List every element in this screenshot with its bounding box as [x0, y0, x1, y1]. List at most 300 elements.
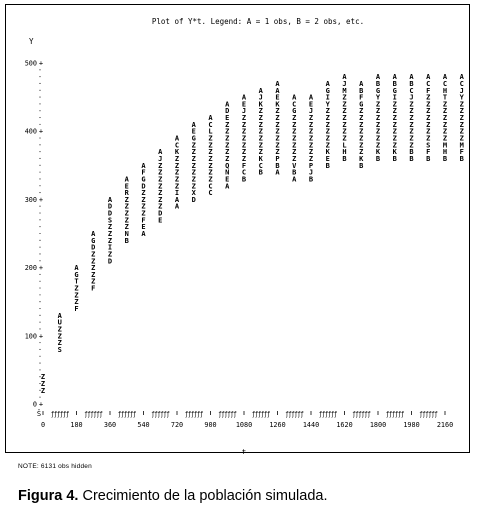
plot-symbol: B: [409, 79, 414, 88]
y-axis: [24, 59, 46, 409]
plot-symbol: Z: [375, 127, 381, 136]
x-tick-label: 900: [204, 421, 217, 429]
plot-symbol: Z: [392, 107, 397, 116]
y-axis-dot: [39, 219, 40, 220]
plot-symbol: J: [158, 154, 163, 163]
plot-symbol: Z: [442, 100, 448, 109]
y-axis-tick-mark: +: [38, 400, 44, 409]
plot-symbol: Z: [308, 154, 314, 163]
plot-symbol: T: [74, 277, 79, 286]
figure-frame: [5, 4, 470, 453]
plot-symbol: K: [325, 148, 330, 157]
plot-symbol: Z: [342, 120, 347, 129]
plot-symbol: Z: [208, 134, 213, 143]
y-axis-dot: [39, 233, 40, 234]
x-tick-label: 1620: [336, 421, 353, 429]
y-axis-dot: [39, 342, 40, 343]
plot-symbol: H: [442, 86, 448, 95]
plot-symbol: A: [124, 175, 129, 184]
plot-symbol: A: [107, 195, 113, 204]
plot-symbol: I: [325, 93, 330, 102]
y-axis-dot: [39, 369, 40, 370]
x-axis-segment: ƒƒƒƒƒƒ: [352, 411, 371, 418]
y-axis-tick-mark: +: [38, 59, 44, 68]
plot-symbol: K: [359, 154, 364, 163]
plot-symbol: Z: [225, 134, 230, 143]
plot-symbol: Z: [359, 141, 364, 150]
y-axis-tick-mark: +: [38, 264, 44, 273]
plot-symbol: Z: [459, 107, 464, 116]
plot-symbol: H: [442, 148, 448, 157]
plot-symbol: A: [208, 114, 213, 123]
plot-symbol: B: [359, 86, 364, 95]
plot-symbol: B: [375, 154, 381, 163]
plot-symbol: Z: [191, 141, 196, 150]
plot-symbol: J: [241, 107, 247, 116]
plot-symbol: Z: [91, 250, 96, 259]
plot-symbol: Z: [292, 114, 297, 123]
plot-symbol: Z: [174, 182, 180, 191]
plot-symbol: Z: [459, 120, 464, 129]
plot-symbol: Z: [241, 114, 247, 123]
plot-symbol: Z: [459, 127, 464, 136]
x-axis-segment: ƒƒƒƒƒƒ: [151, 411, 170, 418]
x-axis-segment: ƒƒƒƒƒƒ: [84, 411, 103, 418]
plot-symbol: Z: [208, 141, 213, 150]
plot-symbol: F: [74, 305, 79, 314]
plot-symbol: Z: [359, 120, 364, 129]
plot-symbol: A: [174, 134, 180, 143]
plot-symbol: U: [57, 318, 62, 327]
x-axis-segment: ƒƒƒƒƒƒ: [318, 411, 337, 418]
x-axis-segment: ƒƒƒƒƒƒ: [218, 411, 237, 418]
plot-symbol: E: [124, 182, 129, 191]
x-axis-segment: ƒƒƒƒƒƒ: [50, 411, 69, 418]
plot-symbol: H: [342, 148, 347, 157]
y-axis-dot: [39, 103, 40, 104]
plot-symbol: Z: [191, 161, 196, 170]
plot-symbol: A: [74, 264, 79, 273]
x-axis-segment: ƒƒƒƒƒƒ: [385, 411, 404, 418]
plot-symbol: Z: [91, 264, 96, 273]
plot-symbol: Z: [342, 107, 347, 116]
plot-symbol: A: [292, 175, 297, 184]
plot-symbol: E: [191, 127, 196, 136]
plot-symbol: Z: [40, 380, 46, 389]
plot-symbol: Z: [124, 209, 129, 218]
plot-symbol: F: [141, 168, 146, 177]
y-axis-dot: [39, 328, 40, 329]
plot-symbol: C: [258, 161, 263, 170]
plot-symbol: F: [426, 148, 431, 157]
plot-symbol: Z: [325, 120, 330, 129]
plot-symbol: A: [174, 202, 180, 211]
plot-symbol: A: [158, 148, 163, 157]
plot-symbol: Z: [426, 120, 431, 129]
plot-symbol: B: [409, 154, 414, 163]
plot-symbol: Z: [442, 134, 448, 143]
plot-symbol: Z: [308, 114, 314, 123]
y-axis-tick-mark: +: [38, 332, 44, 341]
plot-symbol: Z: [442, 107, 448, 116]
y-tick-label: 300: [24, 195, 37, 204]
plot-symbol: X: [191, 189, 196, 198]
plot-symbol: G: [392, 86, 397, 95]
plot-symbol: Z: [275, 114, 280, 123]
x-tick-label: 0: [40, 421, 46, 429]
plot-symbol: Z: [459, 114, 464, 123]
plot-symbol: Z: [359, 148, 364, 157]
plot-symbol: E: [308, 100, 314, 109]
y-axis-dot: [39, 178, 40, 179]
plot-symbol: Z: [308, 141, 314, 150]
plot-symbol: Z: [342, 134, 347, 143]
y-axis-dot: [39, 117, 40, 118]
plot-symbol: Z: [191, 175, 196, 184]
y-axis-dot: [39, 247, 40, 248]
plot-symbol: F: [141, 216, 146, 225]
plot-symbol: D: [91, 243, 96, 252]
plot-symbol: F: [359, 93, 364, 102]
plot-symbol: Z: [208, 168, 213, 177]
plot-symbol: Z: [124, 195, 129, 204]
plot-symbol: C: [292, 100, 297, 109]
plot-symbol: A: [225, 100, 230, 109]
plot-symbol: A: [459, 73, 464, 82]
plot-symbol: Z: [325, 127, 330, 136]
plot-symbol: B: [342, 154, 347, 163]
plot-symbol: Z: [107, 230, 113, 238]
plot-symbol: R: [124, 189, 129, 198]
plot-symbol: K: [258, 154, 263, 163]
x-tick-label: 2160: [436, 421, 454, 429]
plot-symbol: S: [107, 216, 113, 225]
plot-symbol: Z: [375, 114, 381, 123]
plot-symbol: Y: [325, 100, 330, 109]
plot-symbol: I: [174, 189, 180, 198]
plot-symbol: Z: [359, 114, 364, 123]
y-axis-dot: [39, 76, 40, 77]
plot-symbol: Z: [292, 120, 297, 129]
plot-symbol: J: [409, 93, 414, 102]
plot-symbol: K: [375, 148, 381, 157]
y-tick-label: 200: [24, 264, 37, 273]
plot-symbol: D: [107, 209, 113, 218]
plot-symbol: Z: [258, 134, 263, 143]
plot-symbol: Z: [426, 134, 431, 143]
plot-symbol: G: [191, 134, 196, 143]
plot-symbol: A: [191, 120, 196, 129]
plot-symbol: J: [342, 79, 347, 88]
plot-symbol: Z: [275, 134, 280, 143]
plot-symbol: Z: [342, 114, 347, 123]
plot-symbol: Z: [208, 154, 213, 163]
y-axis-dot: [39, 349, 40, 350]
plot-symbol: A: [275, 79, 280, 88]
plot-symbol: P: [308, 161, 314, 170]
plot-symbol: Z: [275, 107, 280, 116]
plot-symbol: F: [91, 284, 96, 293]
y-axis-dot: [39, 356, 40, 357]
plot-symbol: A: [426, 73, 431, 82]
plot-symbol: G: [292, 107, 297, 116]
plot-symbol: K: [258, 100, 263, 109]
plot-symbol: A: [342, 73, 347, 82]
y-axis-tick-mark: +: [38, 127, 44, 136]
plot-symbol: Z: [442, 127, 448, 136]
plot-symbols: [38, 73, 471, 395]
plot-symbol: F: [241, 161, 247, 170]
plot-symbol: Z: [392, 134, 397, 143]
y-axis-dot: [39, 158, 40, 159]
plot-symbol: B: [292, 168, 297, 177]
plot-symbol: D: [225, 107, 230, 116]
plot-symbol: T: [442, 93, 448, 102]
plot-symbol: Z: [275, 127, 280, 136]
plot-symbol: C: [459, 79, 464, 88]
plot-symbol: Z: [292, 154, 297, 163]
x-tick-label: 360: [103, 421, 117, 429]
plot-symbol: Z: [158, 175, 163, 184]
plot-symbol: A: [174, 195, 180, 204]
plot-symbol: Q: [225, 161, 230, 170]
line-printer-plot: [6, 5, 471, 454]
plot-symbol: Z: [225, 127, 230, 136]
y-axis-dot: [39, 363, 40, 364]
plot-symbol: B: [375, 79, 381, 88]
y-tick-label: 0: [32, 400, 37, 409]
plot-symbol: Z: [325, 141, 330, 150]
plot-symbol: Z: [258, 127, 263, 136]
plot-symbol: Z: [459, 100, 464, 109]
x-axis-segment: ƒƒƒƒƒƒ: [251, 411, 270, 418]
plot-symbol: C: [442, 79, 448, 88]
y-axis-dot: [39, 240, 40, 241]
plot-symbol: C: [409, 86, 414, 95]
plot-symbol: Z: [241, 154, 247, 163]
y-axis-dot: [39, 308, 40, 309]
y-axis-dot: [39, 185, 40, 186]
plot-symbol: Z: [208, 148, 213, 157]
plot-symbol: C: [241, 168, 247, 177]
y-axis-dot: [39, 192, 40, 193]
y-axis-dot: [39, 124, 40, 125]
caption-text: Crecimiento de la población simulada.: [78, 488, 328, 504]
plot-symbol: Z: [158, 189, 163, 198]
plot-symbol: G: [359, 100, 364, 109]
plot-symbol: A: [292, 93, 297, 102]
plot-symbol: Z: [325, 107, 330, 116]
plot-symbol: Z: [174, 154, 180, 163]
plot-symbol: Z: [409, 114, 414, 123]
x-tick-label: 1260: [269, 421, 286, 429]
plot-symbol: G: [375, 86, 381, 95]
y-axis-dot: [39, 165, 40, 166]
plot-symbol: J: [258, 93, 263, 102]
plot-symbol: D: [141, 182, 146, 191]
plot-symbol: Z: [241, 127, 247, 136]
plot-symbol: N: [124, 230, 129, 238]
plot-symbol: Z: [40, 373, 46, 382]
y-axis-dot: [39, 315, 40, 316]
plot-symbol: J: [459, 86, 464, 95]
plot-symbol: Z: [124, 202, 129, 211]
y-axis-dot: [39, 172, 40, 173]
plot-symbol: M: [342, 86, 347, 95]
plot-symbol: Z: [191, 148, 196, 157]
plot-symbol: Z: [91, 277, 96, 286]
x-axis-segment: ƒƒƒƒƒƒ: [184, 411, 203, 418]
plot-symbol: Z: [241, 134, 247, 143]
plot-symbol: F: [459, 148, 464, 157]
x-tick-label: 540: [137, 421, 150, 429]
plot-symbol: Z: [308, 148, 314, 157]
plot-symbol: Z: [174, 161, 180, 170]
plot-symbol: Z: [208, 175, 213, 184]
plot-symbol: E: [325, 154, 330, 163]
plot-symbol: Z: [409, 120, 414, 129]
plot-symbol: Z: [241, 120, 247, 129]
plot-symbol: Z: [258, 107, 263, 116]
x-axis-segment: ƒƒƒƒƒƒ: [117, 411, 136, 418]
plot-symbol: B: [426, 154, 431, 163]
y-tick-label: 400: [24, 127, 37, 136]
plot-symbol: Z: [275, 148, 280, 157]
plot-symbol: M: [459, 141, 464, 150]
plot-symbol: I: [392, 93, 397, 102]
y-tick-label: 500: [24, 59, 37, 68]
plot-symbol: C: [426, 79, 431, 88]
plot-symbol: Z: [359, 134, 364, 143]
plot-symbol: A: [258, 86, 263, 95]
y-axis-dot: [39, 226, 40, 227]
x-axis-label: t: [241, 448, 247, 454]
plot-symbol: Z: [308, 120, 314, 129]
y-axis-dot: [39, 110, 40, 111]
plot-symbol: G: [141, 175, 146, 184]
plot-symbol: Z: [74, 298, 79, 307]
plot-symbol: A: [325, 79, 330, 88]
plot-symbol: Z: [409, 134, 414, 143]
axis-origin-mark: Š: [36, 410, 42, 418]
plot-symbol: P: [275, 154, 280, 163]
plot-symbol: Z: [426, 100, 431, 109]
plot-symbol: Z: [409, 100, 414, 109]
plot-symbol: Z: [292, 127, 297, 136]
plot-symbol: Z: [258, 120, 263, 129]
plot-symbol: A: [359, 79, 364, 88]
plot-symbol: Z: [342, 100, 347, 109]
plot-symbol: Z: [174, 175, 180, 184]
y-tick-label: 100: [24, 332, 37, 341]
plot-symbol: Z: [208, 161, 213, 170]
plot-symbol: B: [392, 154, 397, 163]
plot-symbol: A: [275, 86, 280, 95]
plot-symbol: Z: [342, 93, 347, 102]
chart-title: Plot of Y*t. Legend: A = 1 obs, B = 2 obs, etc.: [151, 17, 365, 26]
plot-symbol: E: [225, 114, 230, 123]
plot-symbol: Z: [292, 148, 297, 157]
plot-symbol: Z: [442, 120, 448, 129]
plot-symbol: L: [342, 141, 347, 150]
y-axis-dot: [39, 97, 40, 98]
plot-symbol: C: [208, 120, 213, 129]
plot-symbol: G: [74, 270, 79, 279]
plot-symbol: L: [208, 127, 213, 136]
plot-symbol: A: [442, 73, 448, 82]
plot-symbol: Z: [359, 107, 364, 116]
y-axis-dot: [39, 281, 40, 282]
plot-symbol: Z: [375, 141, 381, 150]
plot-symbol: D: [191, 195, 196, 204]
plot-symbol: Z: [325, 134, 330, 143]
x-tick-label: 1080: [235, 421, 253, 429]
plot-symbol: F: [426, 86, 431, 95]
plot-symbol: A: [57, 311, 62, 320]
y-axis-dot: [39, 288, 40, 289]
plot-symbol: A: [409, 73, 414, 82]
plot-symbol: Z: [392, 141, 397, 150]
plot-symbol: B: [275, 161, 280, 170]
plot-symbol: Z: [275, 120, 280, 129]
plot-symbol: Z: [57, 325, 62, 334]
plot-symbol: Z: [258, 141, 263, 150]
plot-symbol: G: [91, 236, 96, 245]
plot-symbol: Z: [191, 182, 196, 191]
y-axis-dot: [39, 397, 40, 398]
plot-symbol: Z: [375, 107, 381, 116]
y-axis-tick-mark: +: [38, 195, 44, 204]
plot-symbol: M: [442, 141, 448, 150]
plot-symbol: A: [275, 168, 280, 177]
plot-symbol: Z: [275, 141, 280, 150]
plot-symbol: A: [375, 73, 381, 82]
x-tick-label: 720: [170, 421, 184, 429]
y-axis-dot: [39, 253, 40, 254]
plot-symbol: Z: [426, 93, 431, 102]
plot-symbol: Z: [141, 209, 146, 218]
plot-symbol: Z: [392, 114, 397, 123]
hidden-obs-note: NOTE: 6131 obs hidden: [18, 463, 92, 470]
plot-symbol: Z: [409, 107, 414, 116]
plot-symbol: Z: [392, 100, 397, 109]
x-tick-label: 1980: [403, 421, 420, 429]
x-tick-label: 1440: [302, 421, 320, 429]
caption-label: Figura 4.: [18, 488, 79, 504]
plot-symbol: B: [359, 161, 364, 170]
plot-symbol: Z: [225, 141, 230, 150]
y-axis-dot: [39, 151, 40, 152]
plot-symbol: A: [141, 161, 146, 170]
figure-caption: [18, 488, 328, 504]
plot-symbol: Z: [426, 127, 431, 136]
plot-symbol: V: [292, 161, 297, 170]
plot-symbol: G: [325, 86, 330, 95]
y-axis-dot: [39, 274, 40, 275]
plot-symbol: B: [241, 175, 247, 184]
plot-symbol: Z: [191, 154, 196, 163]
plot-symbol: B: [325, 161, 330, 170]
plot-symbol: Z: [325, 114, 330, 123]
plot-symbol: Z: [459, 134, 464, 143]
y-axis-dot: [39, 69, 40, 70]
plot-symbol: Z: [158, 168, 163, 177]
plot-symbol: Z: [40, 386, 46, 395]
plot-symbol: Z: [375, 100, 381, 109]
plot-symbol: B: [442, 154, 448, 163]
plot-symbol: E: [141, 223, 146, 232]
plot-symbol: Z: [392, 127, 397, 136]
